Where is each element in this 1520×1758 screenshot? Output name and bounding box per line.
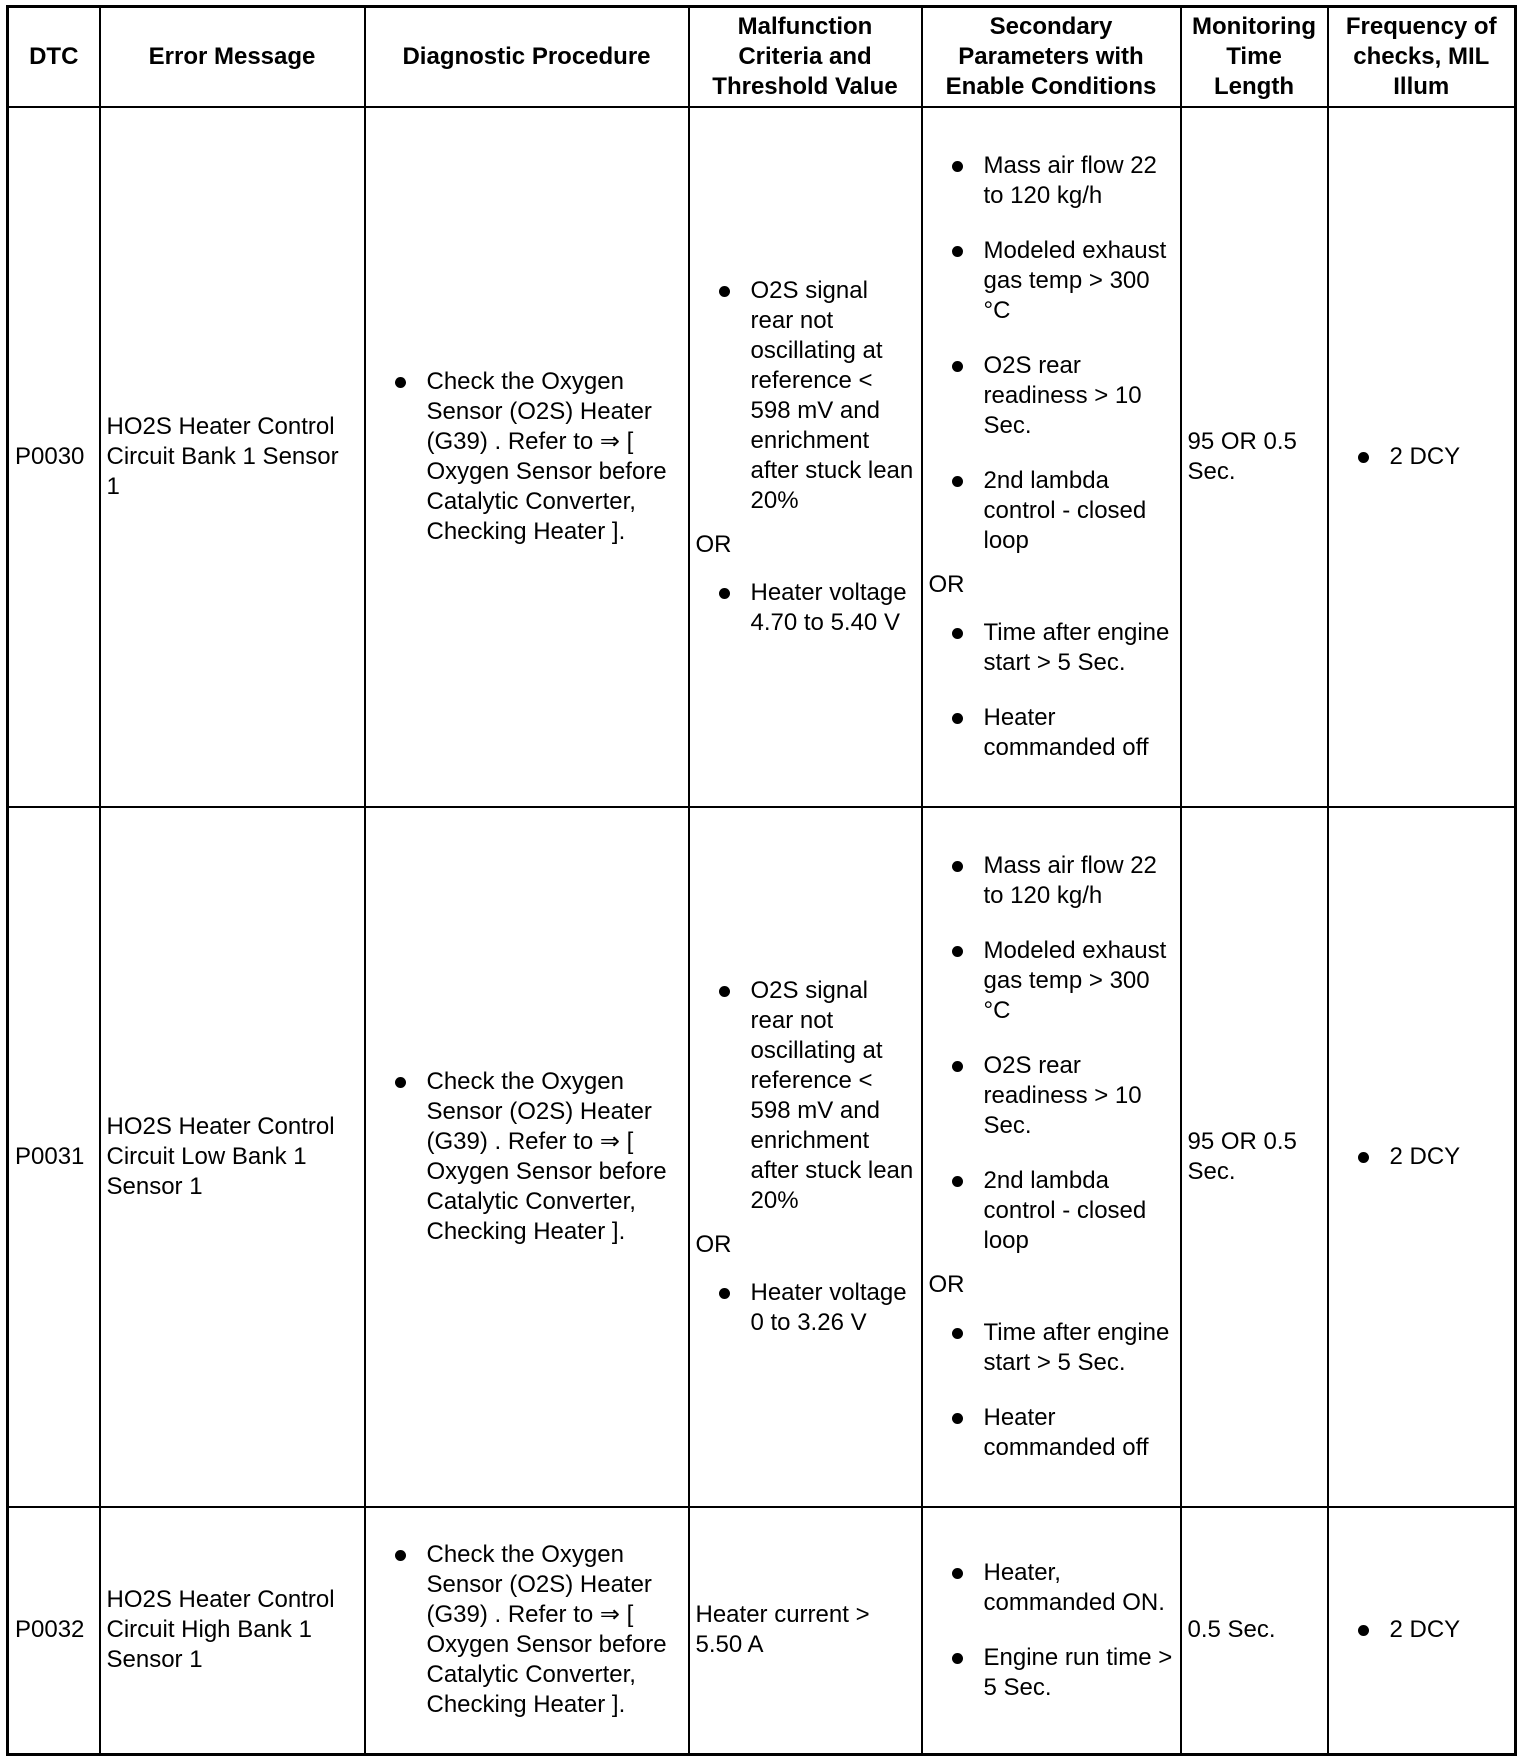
- malfunction-criteria: [689, 107, 922, 807]
- secondary-item: Heater commanded off: [929, 703, 1174, 763]
- malfunction-item: O2S signal rear not oscillating at reference < 598 mV and enrichment after stuck lean 20%: [696, 976, 915, 1216]
- dtc-table: [6, 5, 1517, 1756]
- procedure-item: Check the Oxygen Sensor (O2S) Heater (G39) . Refer to ⇒ [ Oxygen Sensor before Catalytic Converter, Checking Heater ].: [372, 367, 682, 547]
- table-row: [8, 807, 1516, 1507]
- diagnostic-procedure: [365, 107, 689, 807]
- malfunction-item: Heater voltage 0 to 3.26 V: [696, 1278, 915, 1338]
- diagnostic-procedure: [365, 1507, 689, 1754]
- secondary-item: Time after engine start > 5 Sec.: [929, 618, 1174, 678]
- procedure-item: Check the Oxygen Sensor (O2S) Heater (G39) . Refer to ⇒ [ Oxygen Sensor before Catalytic Converter, Checking Heater ].: [372, 1067, 682, 1247]
- frequency-cell: [1328, 1507, 1516, 1754]
- frequency-item: 2 DCY: [1335, 442, 1509, 472]
- procedure-item: Check the Oxygen Sensor (O2S) Heater (G39) . Refer to ⇒ [ Oxygen Sensor before Catalytic Converter, Checking Heater ].: [372, 1540, 682, 1720]
- malfunction-criteria: [689, 807, 922, 1507]
- secondary-item: Heater, commanded ON.: [929, 1558, 1174, 1618]
- table-row: [8, 107, 1516, 807]
- malfunction-item: O2S signal rear not oscillating at reference < 598 mV and enrichment after stuck lean 20%: [696, 276, 915, 516]
- secondary-item: O2S rear readiness > 10 Sec.: [929, 1051, 1174, 1141]
- error-message: HO2S Heater Control Circuit High Bank 1 Sensor 1: [100, 1507, 365, 1754]
- secondary-item: O2S rear readiness > 10 Sec.: [929, 351, 1174, 441]
- dtc-code: P0031: [8, 807, 100, 1507]
- frequency-item: 2 DCY: [1335, 1615, 1509, 1645]
- secondary-item: Mass air flow 22 to 120 kg/h: [929, 851, 1174, 911]
- secondary-item: Mass air flow 22 to 120 kg/h: [929, 151, 1174, 211]
- frequency-cell: [1328, 107, 1516, 807]
- diagnostic-procedure: [365, 807, 689, 1507]
- header-frequency: Frequency of checks, MIL Illum: [1328, 7, 1516, 108]
- secondary-item: Modeled exhaust gas temp > 300 °C: [929, 236, 1174, 326]
- secondary-item: Modeled exhaust gas temp > 300 °C: [929, 936, 1174, 1026]
- secondary-item: 2nd lambda control - closed loop: [929, 466, 1174, 556]
- dtc-code: P0030: [8, 107, 100, 807]
- or-separator: OR: [928, 571, 965, 598]
- header-monitoring-time: Monitoring Time Length: [1181, 7, 1328, 108]
- monitoring-time: 95 OR 0.5 Sec.: [1181, 807, 1328, 1507]
- or-separator: OR: [695, 531, 732, 558]
- secondary-parameters: [922, 1507, 1181, 1754]
- secondary-item: Time after engine start > 5 Sec.: [929, 1318, 1174, 1378]
- monitoring-time: 95 OR 0.5 Sec.: [1181, 107, 1328, 807]
- secondary-item: 2nd lambda control - closed loop: [929, 1166, 1174, 1256]
- secondary-parameters: [922, 107, 1181, 807]
- dtc-code: P0032: [8, 1507, 100, 1754]
- or-separator: OR: [695, 1231, 732, 1258]
- header-secondary-parameters: Secondary Parameters with Enable Conditions: [922, 7, 1181, 108]
- header-row: [8, 7, 1516, 108]
- secondary-item: Heater commanded off: [929, 1403, 1174, 1463]
- monitoring-time: 0.5 Sec.: [1181, 1507, 1328, 1754]
- secondary-item: Engine run time > 5 Sec.: [929, 1643, 1174, 1703]
- malfunction-criteria: Heater current > 5.50 A: [689, 1507, 922, 1754]
- header-malfunction-criteria: Malfunction Criteria and Threshold Value: [689, 7, 922, 108]
- secondary-parameters: [922, 807, 1181, 1507]
- frequency-item: 2 DCY: [1335, 1142, 1509, 1172]
- header-dtc: DTC: [8, 7, 100, 108]
- header-diagnostic-procedure: Diagnostic Procedure: [365, 7, 689, 108]
- header-error-message: Error Message: [100, 7, 365, 108]
- or-separator: OR: [928, 1271, 965, 1298]
- error-message: HO2S Heater Control Circuit Low Bank 1 Sensor 1: [100, 807, 365, 1507]
- frequency-cell: [1328, 807, 1516, 1507]
- error-message: HO2S Heater Control Circuit Bank 1 Sensor 1: [100, 107, 365, 807]
- table-row: [8, 1507, 1516, 1754]
- malfunction-item: Heater voltage 4.70 to 5.40 V: [696, 578, 915, 638]
